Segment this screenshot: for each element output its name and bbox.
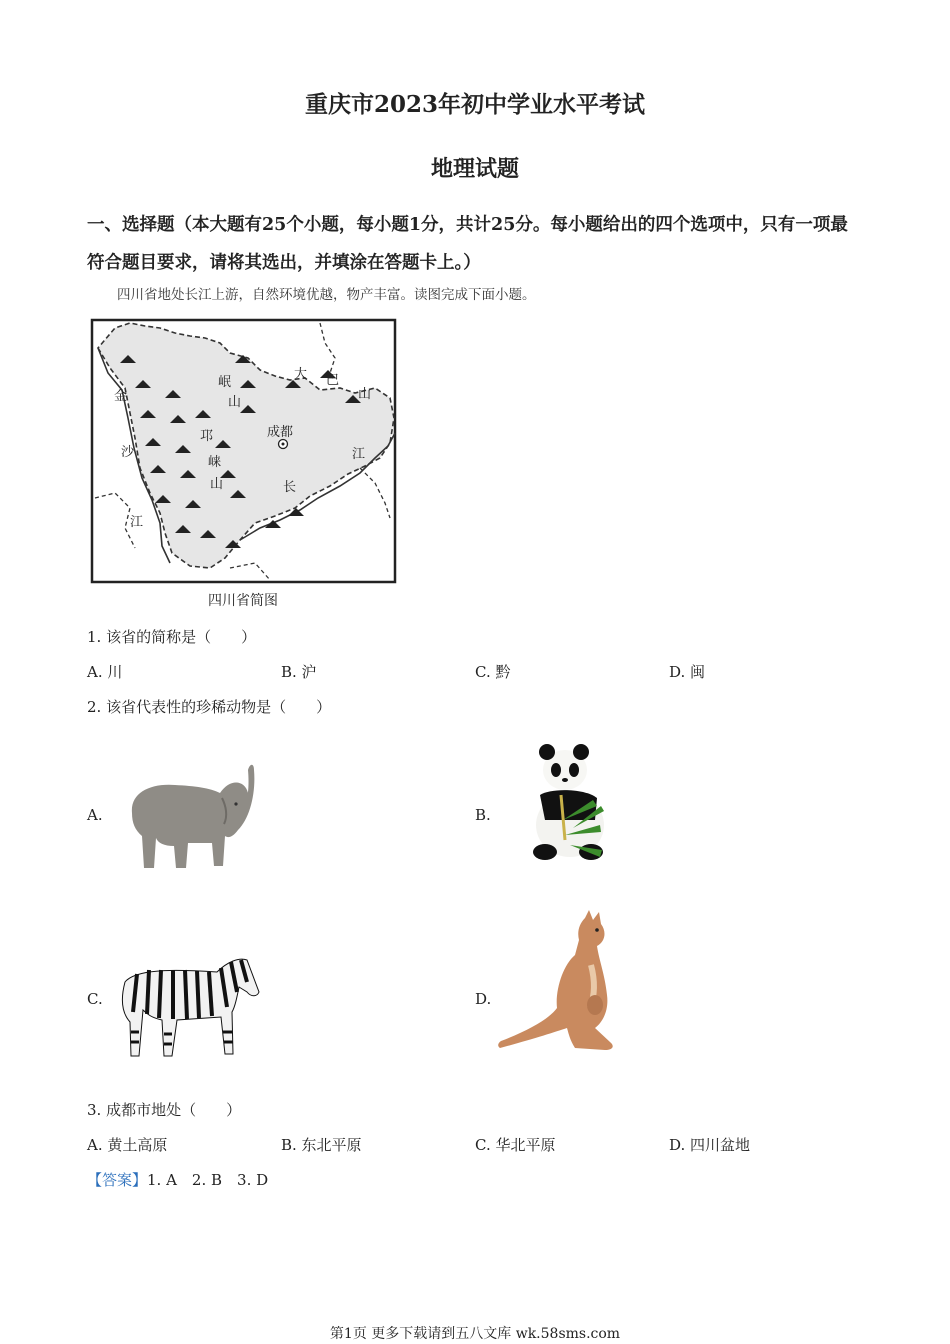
q1-option-c: C. 黔 (475, 663, 511, 681)
exam-subtitle: 地理试题 (430, 156, 519, 182)
map-label: 山 (358, 387, 372, 402)
map-label: 岷 (218, 375, 232, 390)
map-label: 江 (130, 515, 144, 530)
answer-text: 1. A 2. B 3. D (147, 1171, 269, 1189)
question-3-stem: 3. 成都市地处（ ） (87, 1101, 242, 1119)
map-caption: 四川省简图 (208, 593, 278, 609)
q3-option-b: B. 东北平原 (281, 1136, 362, 1154)
map-label: 崃 (208, 455, 222, 470)
q1-option-b: B. 沪 (281, 663, 317, 681)
q2-option-d: D. (475, 990, 492, 1008)
section-heading: 一、选择题（本大题有25个小题，每小题1分，共计25分。每小题给出的四个选项中，只有一项最符合题目要求，请将其选出，并填涂在答题卡上。） (87, 215, 848, 273)
question-2-stem: 2. 该省代表性的珍稀动物是（ ） (87, 698, 332, 716)
q3-option-c: C. 华北平原 (475, 1136, 556, 1154)
map-label: 成都 (267, 425, 294, 440)
panda-image (525, 740, 615, 864)
map-label: 山 (228, 395, 242, 410)
map-label: 邛 (200, 429, 214, 444)
q1-option-a: A. 川 (87, 663, 123, 681)
q2-option-b: B. (475, 806, 491, 824)
q2-option-c: C. (87, 990, 103, 1008)
map-label: 江 (352, 447, 366, 462)
q2-option-a: A. (87, 806, 103, 824)
kangaroo-image (495, 910, 620, 1055)
question-intro: 四川省地处长江上游，自然环境优越，物产丰富。读图完成下面小题。 (117, 287, 536, 303)
sichuan-map (90, 318, 398, 592)
map-label: 巴 (326, 373, 340, 388)
map-label: 大 (294, 367, 308, 382)
map-label: 金 (114, 389, 128, 404)
page-footer: 第1页 更多下载请到五八文库 wk.58sms.com (329, 1326, 621, 1342)
q1-option-d: D. 闽 (669, 663, 706, 681)
map-label: 沙 (121, 445, 135, 460)
answer-line (87, 1169, 268, 1190)
map-label: 山 (210, 477, 224, 492)
q3-option-a: A. 黄土高原 (87, 1136, 168, 1154)
exam-title: 重庆市2023年初中学业水平考试 (304, 91, 645, 118)
answer-tag: 【答案】 (87, 1171, 148, 1189)
elephant-image (120, 758, 260, 880)
zebra-image (117, 952, 262, 1062)
map-label: 长 (283, 480, 297, 495)
q3-option-d: D. 四川盆地 (669, 1136, 751, 1154)
question-1-stem: 1. 该省的简称是（ ） (87, 628, 257, 646)
